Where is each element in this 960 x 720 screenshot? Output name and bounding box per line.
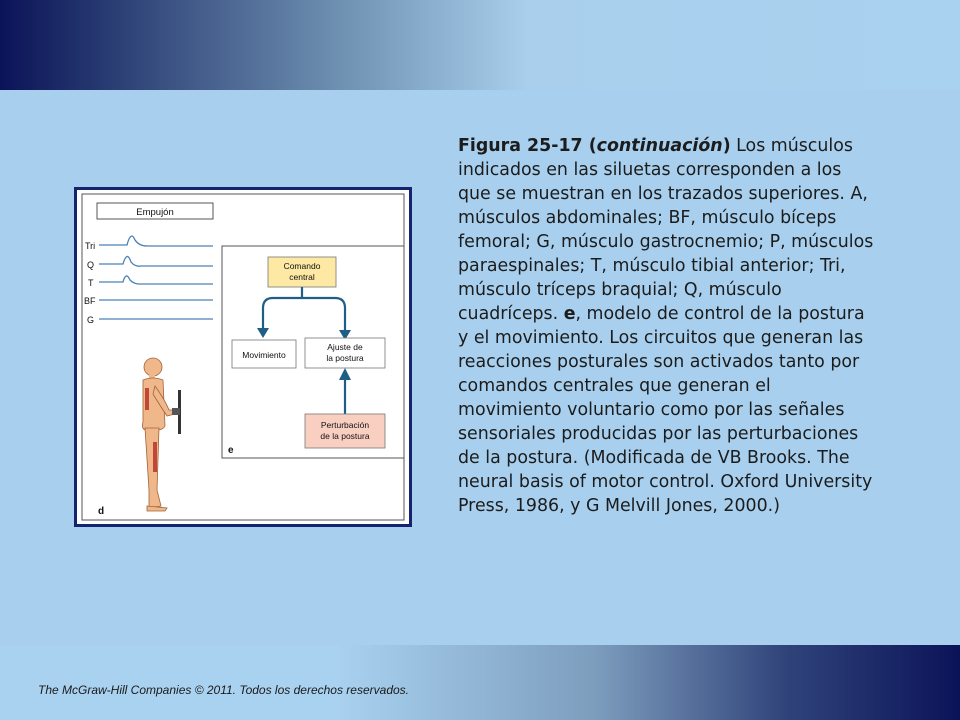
- caption-e-label: e: [563, 304, 576, 324]
- trace-label-q: Q: [87, 260, 95, 270]
- trace-label-t: T: [88, 278, 94, 288]
- header-band: [0, 0, 960, 90]
- caption-title-close: ): [722, 136, 731, 156]
- trace-q: [99, 256, 213, 266]
- trace-label-g: G: [87, 315, 95, 325]
- posture-adjust-line2: la postura: [326, 353, 364, 363]
- emg-traces: [99, 236, 213, 319]
- perturbation-line1: Perturbación: [320, 420, 370, 430]
- trace-t: [99, 276, 213, 284]
- panel-e-label: e: [228, 445, 234, 456]
- central-command-line1: Comando: [283, 261, 321, 271]
- central-command-line2: central: [289, 272, 315, 282]
- caption-title-italic: continuación: [596, 136, 723, 156]
- trace-label-bf: BF: [84, 296, 96, 306]
- trace-tri: [99, 236, 213, 246]
- figure-canvas: [77, 190, 409, 524]
- caption-body-2: , modelo de control de la postura y el movimiento. Los circuitos que generan las reacciones posturales son activados tanto por comandos centrales que generan el movimiento voluntario como por las señales sensoriales producidas por las perturbaciones de la postura. (Modificada de VB Brooks. The neural basis of motor control. Oxford University Press, 1986, y G Melvill Jones, 2000.): [458, 304, 873, 516]
- posture-adjust-line1: Ajuste de: [327, 342, 363, 352]
- push-header-label: Empujón: [136, 207, 174, 218]
- figure-frame: [74, 187, 412, 527]
- figure-caption: [458, 134, 878, 518]
- copyright-footer: The McGraw-Hill Companies © 2011. Todos los derechos reservados.: [38, 683, 410, 697]
- caption-body-1: Los músculos indicados en las siluetas corresponden a los que se muestran en los trazados superiores. A, músculos abdominales; BF, músculo bíceps femoral; G, músculo gastrocnemio; P, músculos paraespinales; T, músculo tibial anterior; Tri, músculo tríceps braquial; Q, músculo cuadríceps.: [458, 136, 874, 324]
- panel-d-label: d: [98, 506, 105, 517]
- perturbation-line2: de la postura: [320, 431, 370, 441]
- caption-title: Figura 25-17 (: [458, 136, 597, 156]
- trace-label-tri: Tri: [85, 241, 96, 251]
- movement-label: Movimiento: [242, 350, 286, 360]
- standing-figure-illustration: [142, 358, 181, 511]
